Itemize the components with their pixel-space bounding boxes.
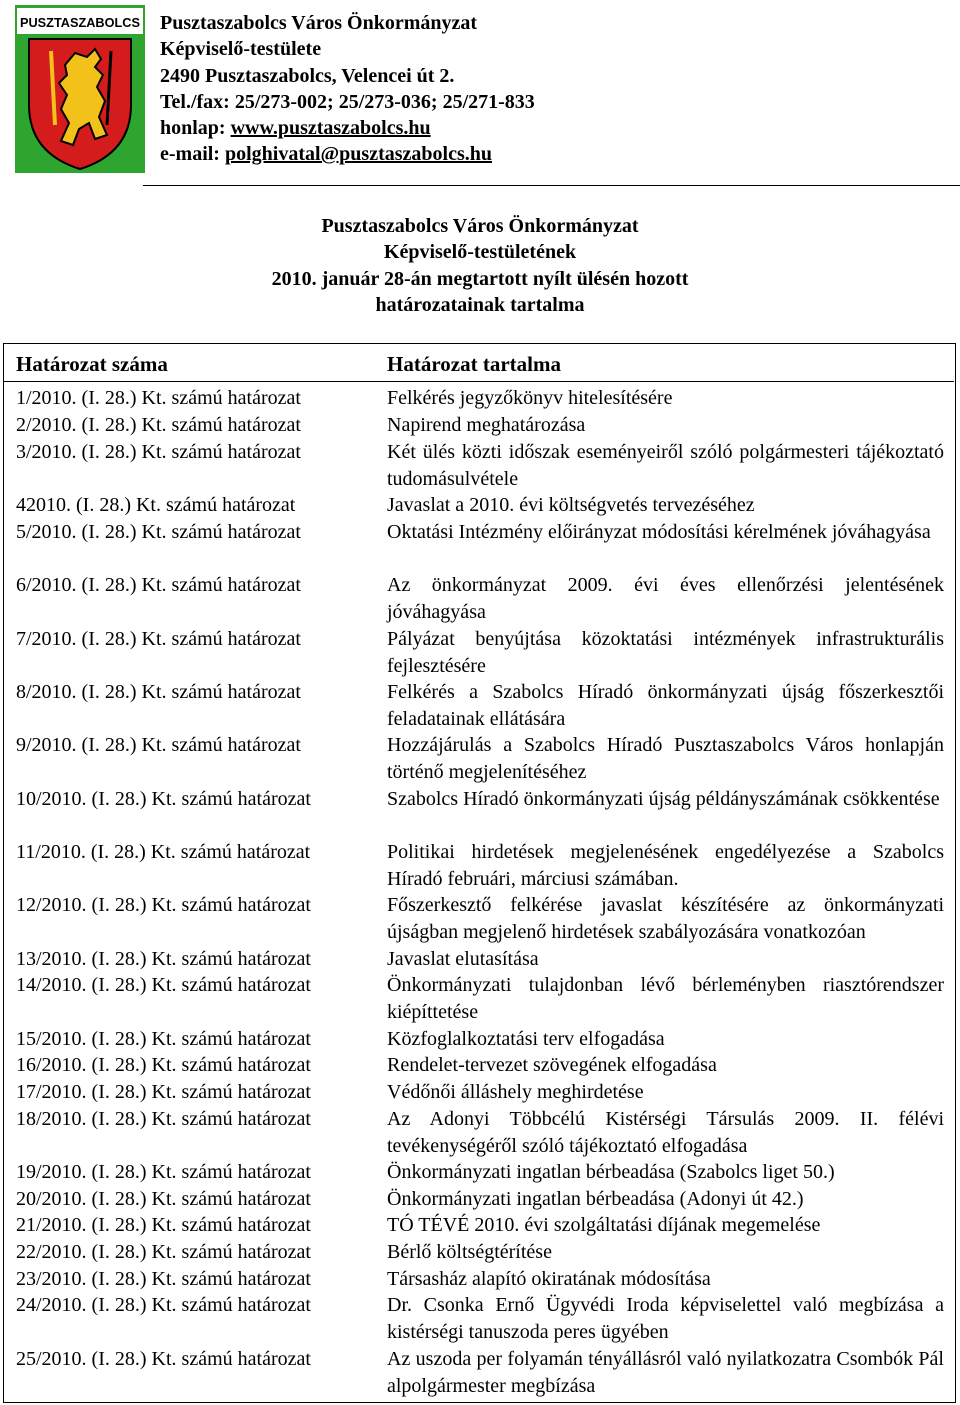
org-website: honlap: www.pusztaszabolcs.hu (160, 117, 431, 140)
website-link[interactable]: www.pusztaszabolcs.hu (230, 117, 431, 140)
org-email: e-mail: polghivatal@pusztaszabolcs.hu (160, 143, 492, 166)
logo-text: PUSZTASZABOLCS (20, 15, 141, 30)
organization-info (160, 10, 535, 168)
org-address: 2490 Pusztaszabolcs, Velencei út 2. (160, 64, 455, 87)
header-divider (143, 185, 960, 186)
coat-of-arms-logo (15, 5, 145, 173)
col-header-number: Határozat száma (16, 352, 168, 376)
org-phone: Tel./fax: 25/273-002; 25/273-036; 25/271-833 (160, 90, 535, 113)
header-row-divider (4, 381, 954, 382)
letterhead (0, 0, 960, 186)
email-link[interactable]: polghivatal@pusztaszabolcs.hu (224, 143, 492, 166)
col-header-content: Határozat tartalma (387, 352, 561, 376)
document-title: Pusztaszabolcs Város Önkormányzat Képviselő-testületének 2010. január 28-án megtartott nyílt ülésén hozott határozatainak tartalma (271, 215, 689, 316)
resolutions-table: Határozat száma Határozat tartalma 1/2010. (I. 28.) Kt. számú határozat Felkérés jegyzőkönyv hitelesítésére 2/2010. (I. 28.) Kt. számú határozat Napirend meghatározása 3/2010. (I. 28.) Kt. számú határozat Két ülés közti időszak eseményeiről szóló polgármesteri tájékoztató tudomásulvétele 42010. (I. 28.) Kt. számú határozat Javaslat a 2010. évi költségvetés tervezéséhez 5/2010. (I. 28.) Kt. számú határozat Oktatási Intézmény előirányzat módosítási kérelmének jóváhagyása 6/2010. (I. 28.) Kt. számú határozat Az önkormányzat 2009. évi éves ellenőrzési jelentésének jóváhagyása 7/2010. (I. 28.) Kt. számú határozat Pályázat benyújtása közoktatási intézmények infrastrukturális fejlesztésére 8/2010. (I. 28.) Kt. számú határozat Felkérés a Szabolcs Híradó önkormányzati újság főszerkesztői feladatainak ellátására 9/2010. (I. 28.) Kt. számú határozat Hozzájárulás a Szabolcs Híradó Pusztaszabolcs Város honlapján történő megjelenítéséhez 10/2010. (I. 28.) Kt. számú határozat Szabolcs Híradó önkormányzati újság példányszámának csökkentése 11/2010. (I. 28.) Kt. számú határozat Politikai hirdetések megjelenésének engedélyezése a Szabolcs Híradó februári, márciusi számában. 12/2010. (I. 28.) Kt. számú határozat Főszerkesztő felkérése javaslat készítésére az önkormányzati újságban megjelenő hirdetések szabályozására vonatkozóan 13/2010. (I. 28.) Kt. számú határozat Javaslat elutasítása 14/2010. (I. 28.) Kt. számú határozat Önkormányzati tulajdonban lévő bérleményben riasztórendszer kiépíttetése 15/2010. (I. 28.) Kt. számú határozat Közfoglalkoztatási terv elfogadása 16/2010. (I. 28.) Kt. számú határozat Rendelet-tervezet szövegének elfogadása 17/2010. (I. 28.) Kt. számú határozat Védőnői álláshely meghirdetése 18/2010. (I. 28.) Kt. számú határozat Az Adonyi Többcélú Kistérségi Társulás 2009. II. félévi tevékenységéről szóló tájékoztató elfogadása 19/2010. (I. 28.) Kt. számú határozat Önkormányzati ingatlan bérbeadása (Szabolcs liget 50.) 20/2010. (I. 28.) Kt. számú határozat Önkormányzati ingatlan bérbeadása (Adonyi út 42.) 21/2010. (I. 28.) Kt. számú határozat TÓ TÉVÉ 2010. évi szolgáltatási díjának megemelése 22/2010. (I. 28.) Kt. számú határozat Bérlő költségtérítése 23/2010. (I. 28.) Kt. számú határozat Társasház alapító okiratának módosítása 24/2010. (I. 28.) Kt. számú határozat Dr. Csonka Ernő Ügyvédi Iroda képviselettel való megbízása a kistérségi tanuszoda peres ügyében 25/2010. (I. 28.) Kt. számú határozat Az uszoda per folyamán tényállásról való nyilatkozatra Csombók Pál alpolgármester megbízása (3, 343, 956, 1403)
org-body: Képviselő-testülete (160, 38, 322, 61)
org-name: Pusztaszabolcs Város Önkormányzat (160, 12, 478, 34)
